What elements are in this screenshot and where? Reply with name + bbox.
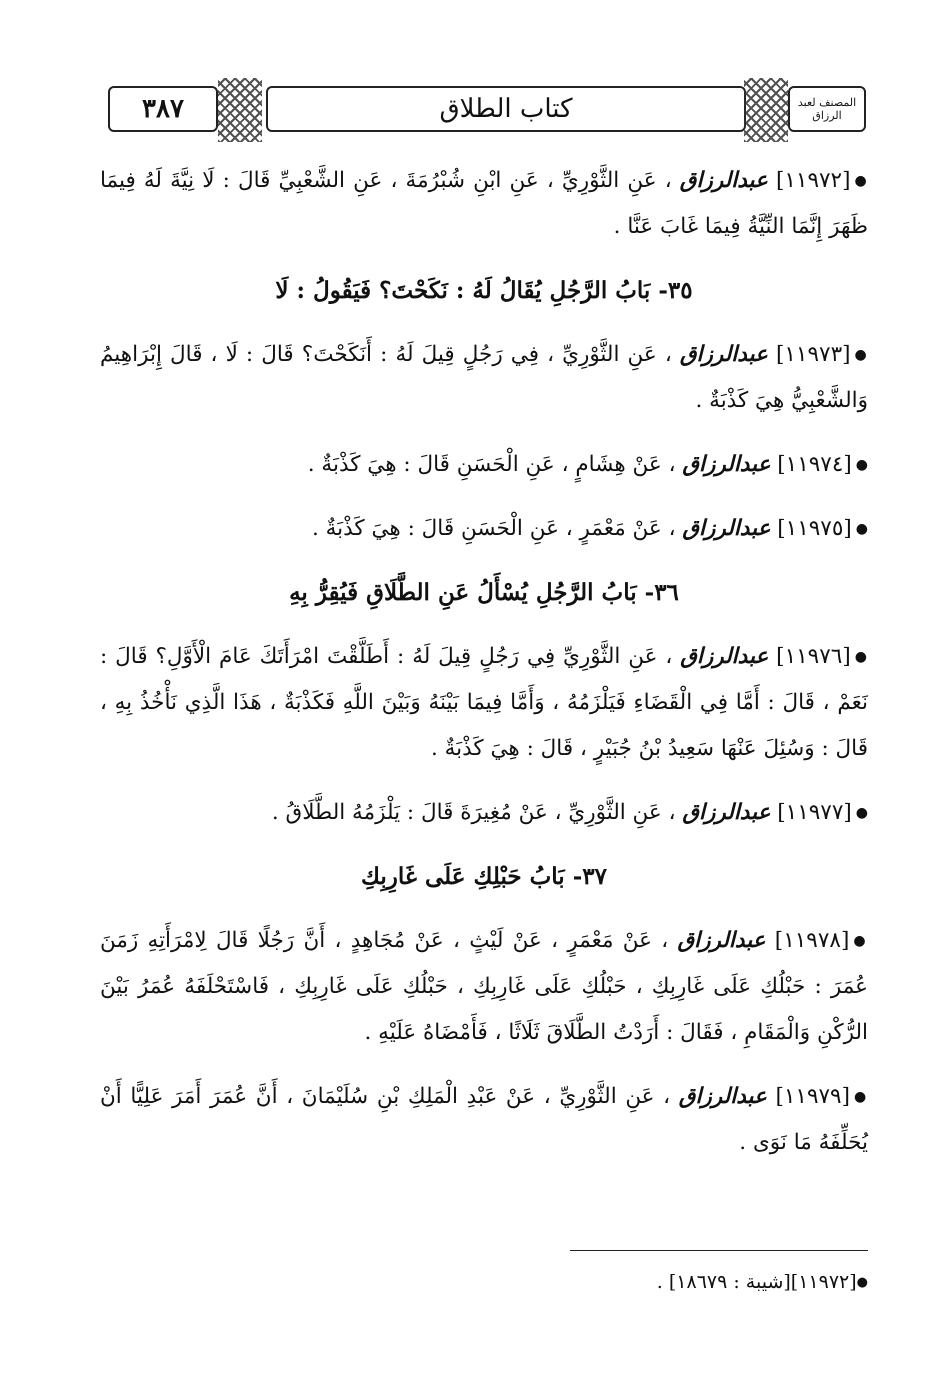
hadith-text: ، عَنْ مَعْمَرٍ ، عَنِ الْحَسَنِ قَالَ : هِيَ كَذْبَةٌ .	[311, 516, 676, 541]
hadith-text: ، عَنِ الثَّوْرِيِّ ، عَنْ عَبْدِ الْمَلِكِ بْنِ سُلَيْمَانَ ، أَنَّ عُمَرَ أَمَرَ عَلِيًّا أَنْ يُحَلِّفَهُ مَا نَوَى .	[100, 1084, 868, 1155]
narrator-name: عبدالرزاق	[679, 168, 768, 193]
page-number: ٣٨٧	[142, 94, 184, 124]
hadith-number: [١١٩٧٩]	[775, 1084, 850, 1109]
bullet-icon: ●	[854, 347, 868, 363]
page-header	[98, 78, 868, 142]
hadith-11978	[100, 918, 868, 1056]
chapter-heading-36: ٣٦- بَابُ الرَّجُلِ يُسْأَلُ عَنِ الطَّلَاقِ فَيُقِرُّ بِهِ	[289, 579, 679, 606]
ornament-pattern-left	[218, 78, 262, 142]
hadith-11975	[100, 506, 868, 552]
footnote-divider	[570, 1250, 868, 1251]
book-title: كتاب الطلاق	[439, 94, 573, 124]
hadith-11976	[100, 634, 868, 772]
hadith-11973	[100, 332, 868, 424]
narrator-name: عبدالرزاق	[682, 800, 771, 825]
hadith-text: ، عَنِ الثَّوْرِيِّ ، عَنْ مُغِيرَةَ قَالَ : يَلْزَمُهُ الطَّلَاقُ .	[271, 800, 676, 825]
hadith-11974	[100, 442, 868, 488]
bullet-icon: ●	[853, 1089, 869, 1105]
hadith-number: [١١٩٧٥]	[777, 516, 852, 541]
hadith-text: ، عَنِ الثَّوْرِيِّ ، فِي رَجُلٍ قِيلَ لَهُ : أَنَكَحْتَ؟ قَالَ : لَا ، قَالَ إِبْرَاهِيمُ وَالشَّعْبِيُّ هِيَ كَذْبَةٌ .	[100, 342, 868, 413]
narrator-name: عبدالرزاق	[679, 342, 768, 367]
ornament-pattern-right	[744, 78, 788, 142]
hadith-11977	[100, 790, 868, 836]
hadith-text: ، عَنِ الثَّوْرِيِّ فِي رَجُلٍ قِيلَ لَهُ : أَطَلَّقْتَ امْرَأَتَكَ عَامَ الْأَوَّلِ؟ قَالَ : نَعَمْ ، قَالَ : أَمَّا فِي الْقَضَاءِ فَيَلْزَمُهُ ، وَأَمَّا فِيمَا بَيْنَهُ وَبَيْنَ اللَّهِ فَكَذْبَةٌ ، هَذَا الَّذِي نَأْخُذُ بِهِ ، قَالَ : وَسُئِلَ عَنْهَا سَعِيدُ بْنُ جُبَيْرٍ ، قَالَ : هِيَ كَذْبَةٌ .	[100, 644, 868, 761]
hadith-number: [١١٩٧٤]	[777, 452, 852, 477]
narrator-name: عبدالرزاق	[682, 452, 771, 477]
bullet-icon: ●	[855, 457, 868, 473]
narrator-name: عبدالرزاق	[682, 516, 771, 541]
bullet-icon: ●	[854, 649, 868, 665]
hadith-text: ، عَنْ مَعْمَرٍ ، عَنْ لَيْثٍ ، عَنْ مُجَاهِدٍ ، أَنَّ رَجُلًا قَالَ لِامْرَأَتِهِ زَمَنَ عُمَرَ : حَبْلُكِ عَلَى غَارِبِكِ ، حَبْلُكِ عَلَى غَارِبِكِ ، حَبْلُكِ عَلَى غَارِبِكِ ، فَاسْتَحْلَفَهُ عُمَرُ بَيْنَ الرُّكْنِ وَالْمَقَامِ ، فَقَالَ : أَرَدْتُ الطَّلَاقَ ثَلَاثًا ، فَأَمْضَاهُ عَلَيْهِ .	[100, 928, 868, 1045]
bullet-icon: ●	[856, 1275, 868, 1290]
book-logo: المصنف لعبد الرزاق	[797, 96, 857, 122]
narrator-name: عبدالرزاق	[680, 644, 769, 669]
chapter-heading-37: ٣٧- بَابُ حَبْلِكِ عَلَى غَارِبِكِ	[361, 863, 607, 890]
hadith-number: [١١٩٧٣]	[775, 342, 851, 367]
page-body	[100, 158, 868, 1184]
bullet-icon: ●	[854, 173, 868, 189]
hadith-number: [١١٩٧٧]	[777, 800, 852, 825]
bullet-icon: ●	[853, 933, 868, 949]
chapter-heading-35: ٣٥- بَابُ الرَّجُلِ يُقَالُ لَهُ : نَكَحْتَ؟ فَيَقُولُ : لَا	[275, 277, 693, 304]
hadith-number: [١١٩٧٦]	[776, 644, 851, 669]
hadith-11979	[100, 1074, 868, 1166]
footnote	[100, 1262, 868, 1303]
hadith-11972	[100, 158, 868, 250]
hadith-number: [١١٩٧٨]	[774, 928, 850, 953]
hadith-number: [١١٩٧٢]	[775, 168, 851, 193]
narrator-name: عبدالرزاق	[677, 928, 766, 953]
bullet-icon: ●	[855, 805, 868, 821]
hadith-text: ، عَنْ هِشَامٍ ، عَنِ الْحَسَنِ قَالَ : هِيَ كَذْبَةٌ .	[307, 452, 676, 477]
bullet-icon: ●	[855, 521, 868, 537]
footnote-text: [١١٩٧٢][شيبة : ١٨٦٧٩] .	[656, 1271, 857, 1293]
hadith-text: ، عَنِ الثَّوْرِيِّ ، عَنِ ابْنِ شُبْرُمَةَ ، عَنِ الشَّعْبِيِّ قَالَ : لَا نِيَّةَ لَهُ فِيمَا ظَهَرَ إِنَّمَا النِّيَّةُ فِيمَا غَابَ عَنَّا .	[100, 168, 868, 239]
narrator-name: عبدالرزاق	[678, 1084, 767, 1109]
